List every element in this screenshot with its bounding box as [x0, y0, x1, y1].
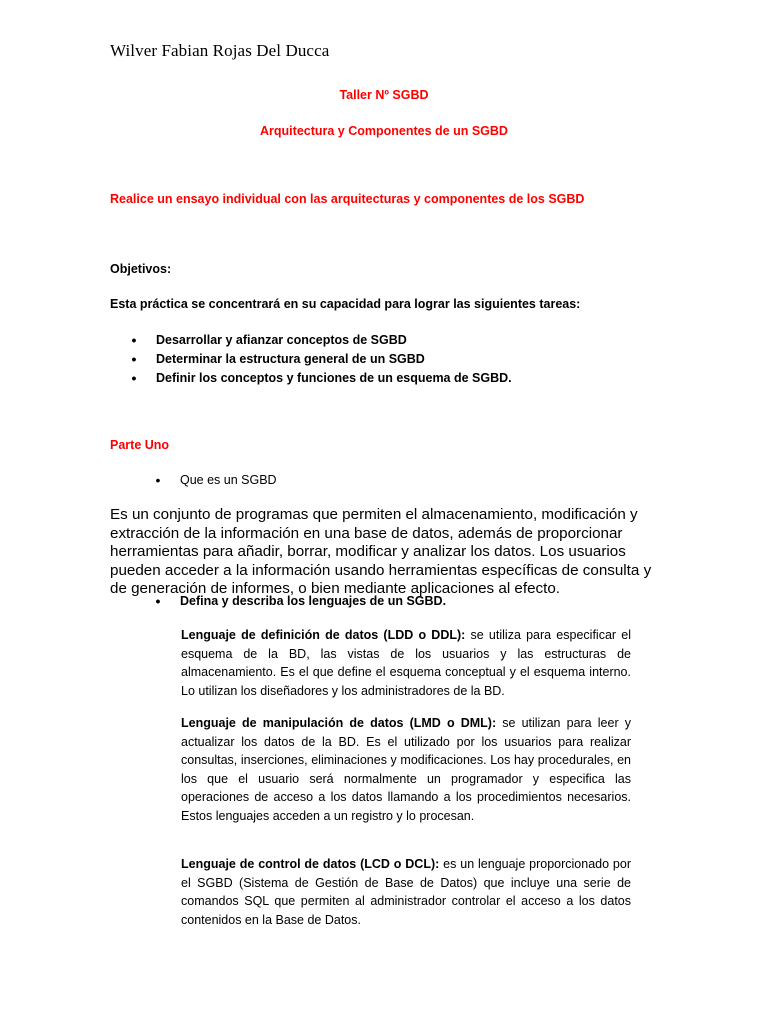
list-item [128, 350, 512, 369]
list-item [128, 331, 512, 350]
list-item-text: Determinar la estructura general de un SGBD [156, 352, 425, 366]
dml-term: Lenguaje de manipulación de datos (LMD o DML): [181, 716, 497, 730]
bullet-icon: • [131, 332, 137, 348]
dcl-paragraph [181, 855, 631, 929]
sgbd-definition: Es un conjunto de programas que permiten el almacenamiento, modificación y extracción de la información en una base de datos, además de proporcionar herramientas para añadir, borrar, modificar y analizar los datos. Los usuarios pueden acceder a la información usando herramientas específicas de consulta y de generación de informes, o bien mediante aplicaciones al efecto. [110, 506, 652, 598]
dml-paragraph [181, 714, 631, 826]
list-item-text: Desarrollar y afianzar conceptos de SGBD [156, 333, 407, 347]
bullet-icon: • [155, 593, 161, 609]
document-subtitle: Arquitectura y Componentes de un SGBD [260, 124, 508, 138]
ddl-paragraph [181, 626, 631, 700]
ddl-term: Lenguaje de definición de datos (LDD o DDL): [181, 628, 466, 642]
list-item [128, 369, 512, 388]
objectives-intro: Esta práctica se concentrará en su capacidad para lograr las siguientes tareas: [110, 297, 581, 311]
objectives-list [128, 331, 512, 388]
taller-title: Taller Nº SGBD [339, 88, 429, 102]
dml-text: se utilizan para leer y actualizar los datos de la BD. Es el utilizado por los usuarios para realizar consultas, inserciones, eliminaciones y modificaciones. Los hay procedurales, en los que el usuario será normalmente un programador y especifica las operaciones de acceso a los datos llamando a los procedimientos necesarios. Estos lenguajes acceden a un registro y lo procesan. [181, 716, 631, 823]
list-item-text: Definir los conceptos y funciones de un esquema de SGBD. [156, 371, 512, 385]
question-1 [152, 471, 277, 490]
author-name: Wilver Fabian Rojas Del Ducca [110, 41, 330, 60]
dcl-text: es un lenguaje proporcionado por el SGBD (Sistema de Gestión de Base de Datos) que incluye una serie de comandos SQL que permiten al administrador controlar el acceso a los datos contenidos en la Base de Datos. [181, 857, 631, 927]
bullet-icon: • [131, 370, 137, 386]
instruction-text: Realice un ensayo individual con las arquitecturas y componentes de los SGBD [110, 192, 585, 206]
objectives-heading: Objetivos: [110, 262, 172, 276]
question-2 [152, 592, 446, 611]
ddl-text: se utiliza para especificar el esquema de la BD, las vistas de los usuarios y las estructuras de almacenamiento. Es el que define el esquema conceptual y el esquema interno. Lo utilizan los diseñadores y los administradores de la BD. [181, 628, 631, 698]
parte-uno-heading: Parte Uno [110, 438, 170, 452]
question-2-text: Defina y describa los lenguajes de un SGBD. [180, 594, 447, 608]
bullet-icon: • [131, 351, 137, 367]
bullet-icon: • [155, 472, 161, 488]
dcl-term: Lenguaje de control de datos (LCD o DCL): [181, 857, 440, 871]
question-1-text: Que es un SGBD [180, 473, 277, 487]
